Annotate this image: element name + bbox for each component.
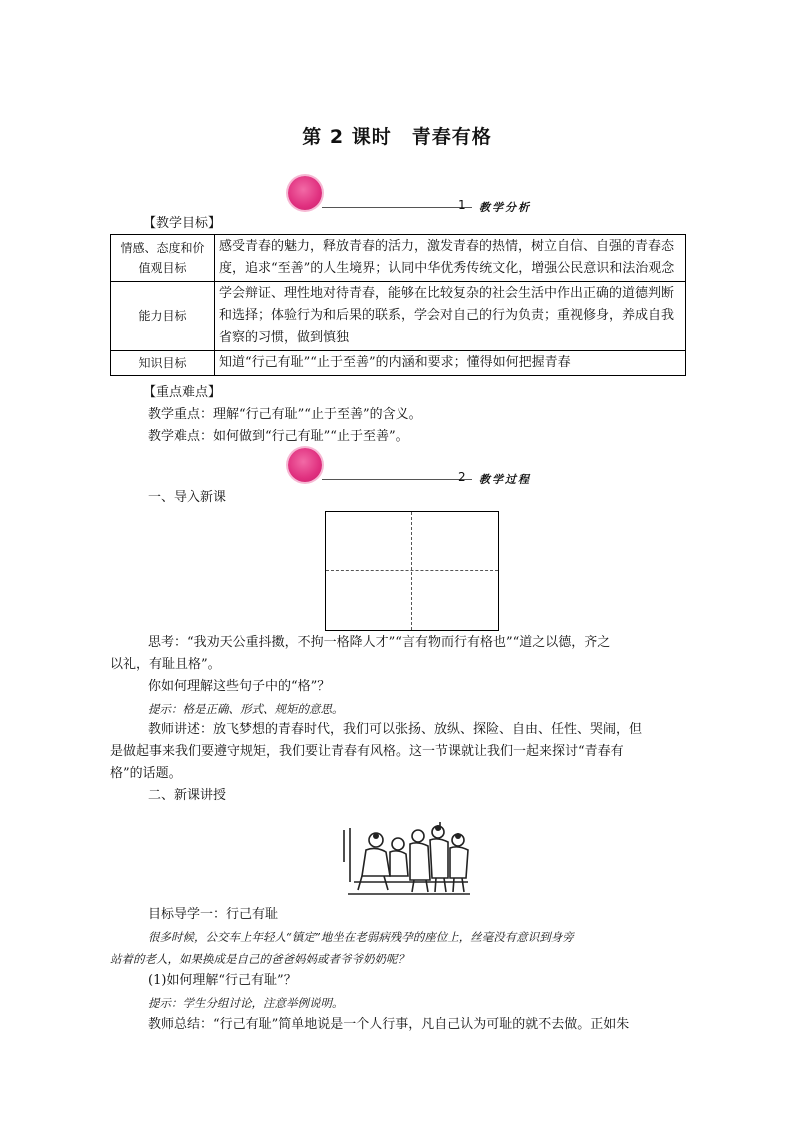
think-line: 思考：“我劝天公重抖擞，不拘一格降人才”“言有物而行有格也”“道之以德，齐之 xyxy=(148,635,611,650)
goal-key: 能力目标 xyxy=(111,282,215,351)
pink-circle-icon xyxy=(288,448,322,482)
key-point: 教学重点：理解“行己有耻”“止于至善”的含义。 xyxy=(148,407,422,422)
hint: 提示：学生分组讨论，注意举例说明。 xyxy=(148,996,344,1010)
goals-heading: 【教学目标】 xyxy=(143,216,222,231)
goals-table xyxy=(110,234,686,376)
goal-value: 学会辩证、理性地对待青春，能够在比较复杂的社会生活中作出正确的道德判断和选择；体验行为和后果的联系，学会对自己的行为负责；重视修身，养成自我省察的习惯，做到慎独 xyxy=(215,282,686,351)
story-text: 很多时候，公交车上年轻人“镇定”地坐在老弱病残孕的座位上，丝毫没有意识到身旁 xyxy=(148,930,574,944)
question: (1)如何理解“行己有耻”？ xyxy=(148,973,297,988)
teacher-summary: 教师总结：“行己有耻”简单地说是一个人行事，凡自己认为可耻的就不去做。正如朱 xyxy=(148,1017,630,1032)
pink-circle-icon xyxy=(288,176,322,210)
section-label: 教学分析 xyxy=(479,201,531,214)
goal-key: 情感、态度和价值观目标 xyxy=(111,235,215,282)
teacher-text: 教师讲述：放飞梦想的青春时代，我们可以张扬、放纵、探险、自由、任性、哭闹，但 xyxy=(148,722,643,737)
part1-heading: 一、导入新课 xyxy=(148,490,227,505)
target-heading: 目标导学一：行己有耻 xyxy=(148,907,279,922)
table-row xyxy=(111,351,686,376)
section-banner-analysis xyxy=(286,176,546,216)
table-row xyxy=(111,235,686,282)
section-number: 1 xyxy=(458,198,466,212)
hint: 提示：格是正确、形式、规矩的意思。 xyxy=(148,702,344,716)
teacher-text: 是做起事来我们要遵守规矩，我们要让青春有风格。这一节课就让我们一起来探讨“青春有 xyxy=(110,744,624,759)
key-heading: 【重点难点】 xyxy=(143,385,222,400)
goal-value: 知道“行己有耻”“止于至善”的内涵和要求；懂得如何把握青春 xyxy=(215,351,686,376)
goal-value: 感受青春的魅力，释放青春的活力，激发青春的热情，树立自信、自强的青春态度，追求“至善”的人生境界；认同中华优秀传统文化，增强公民意识和法治观念 xyxy=(215,235,686,282)
question: 你如何理解这些句子中的“格”？ xyxy=(148,679,331,694)
part2-heading: 二、新课讲授 xyxy=(148,788,227,803)
page-title: 第 2 课时 青春有格 xyxy=(302,126,492,148)
grid-figure xyxy=(325,511,499,631)
bus-cartoon-illustration xyxy=(340,822,476,896)
goal-key: 知识目标 xyxy=(111,351,215,376)
section-number: 2 xyxy=(458,470,466,484)
section-banner-process xyxy=(286,448,546,488)
difficult-point: 教学难点：如何做到“行己有耻”“止于至善”。 xyxy=(148,429,409,444)
think-line: 以礼，有耻且格”。 xyxy=(110,657,221,672)
table-row xyxy=(111,282,686,351)
teacher-text: 格”的话题。 xyxy=(110,766,182,781)
story-text: 站着的老人，如果换成是自己的爸爸妈妈或者爷爷奶奶呢？ xyxy=(110,952,409,966)
section-label: 教学过程 xyxy=(479,473,531,486)
